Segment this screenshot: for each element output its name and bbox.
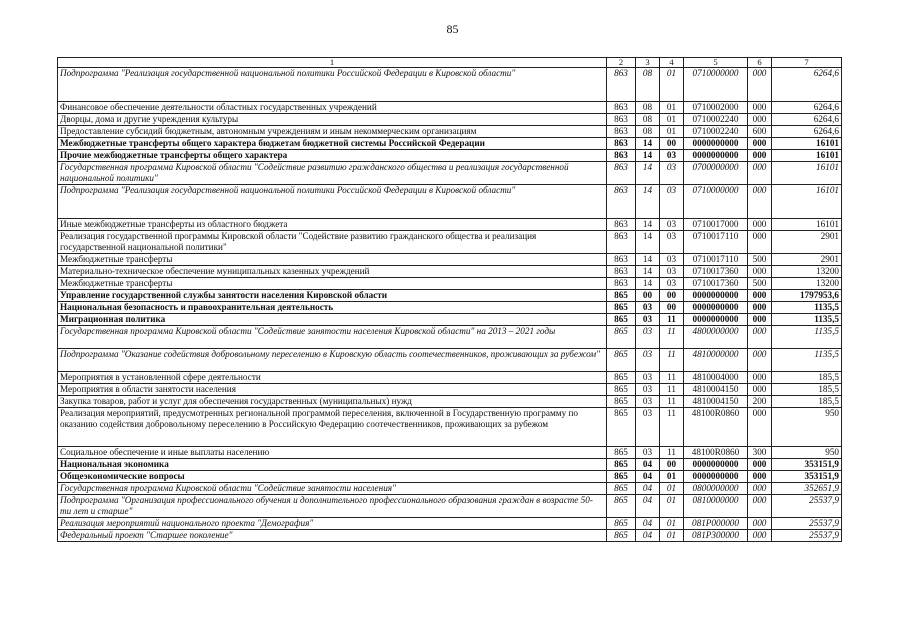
amount-cell: 6264,6 <box>772 68 842 102</box>
admin-code-cell: 865 <box>607 396 636 408</box>
section-code-cell: 03 <box>636 447 660 459</box>
expense-type-cell: 000 <box>748 530 772 542</box>
admin-code-cell: 863 <box>607 278 636 290</box>
amount-cell: 13200 <box>772 266 842 278</box>
column-number-row <box>58 58 842 68</box>
admin-code-cell: 865 <box>607 471 636 483</box>
section-code-cell: 04 <box>636 459 660 471</box>
table-row <box>58 219 842 231</box>
subsection-code-cell: 11 <box>660 314 684 326</box>
expense-type-cell: 000 <box>748 231 772 254</box>
section-code-cell: 00 <box>636 290 660 302</box>
row-name-cell: Прочие межбюджетные трансферты общего характера <box>58 150 607 162</box>
admin-code-cell: 865 <box>607 349 636 372</box>
target-article-cell: 4810004150 <box>684 384 748 396</box>
target-article-cell: 0000000000 <box>684 459 748 471</box>
target-article-cell: 0710000000 <box>684 185 748 219</box>
section-code-cell: 14 <box>636 138 660 150</box>
section-code-cell: 14 <box>636 278 660 290</box>
section-code-cell: 08 <box>636 68 660 102</box>
admin-code-cell: 865 <box>607 326 636 349</box>
admin-code-cell: 865 <box>607 495 636 518</box>
expense-type-cell: 500 <box>748 278 772 290</box>
section-code-cell: 03 <box>636 408 660 447</box>
expense-type-cell: 000 <box>748 162 772 185</box>
amount-cell: 185,5 <box>772 372 842 384</box>
subsection-code-cell: 03 <box>660 266 684 278</box>
column-header: 3 <box>636 58 660 68</box>
amount-cell: 16101 <box>772 162 842 185</box>
target-article-cell: 4810000000 <box>684 349 748 372</box>
admin-code-cell: 865 <box>607 530 636 542</box>
amount-cell: 1797953,6 <box>772 290 842 302</box>
amount-cell: 16101 <box>772 150 842 162</box>
admin-code-cell: 863 <box>607 138 636 150</box>
row-name-cell: Национальная безопасность и правоохранительная деятельность <box>58 302 607 314</box>
amount-cell: 13200 <box>772 278 842 290</box>
target-article-cell: 0000000000 <box>684 302 748 314</box>
row-name-cell: Дворцы, дома и другие учреждения культуры <box>58 114 607 126</box>
target-article-cell: 0710002240 <box>684 126 748 138</box>
section-code-cell: 08 <box>636 114 660 126</box>
target-article-cell: 0710017360 <box>684 278 748 290</box>
table-row <box>58 68 842 102</box>
amount-cell: 1135,5 <box>772 314 842 326</box>
row-name-cell: Государственная программа Кировской области "Содействие занятости населения" <box>58 483 607 495</box>
target-article-cell: 0800000000 <box>684 483 748 495</box>
target-article-cell: 0000000000 <box>684 314 748 326</box>
section-code-cell: 14 <box>636 266 660 278</box>
admin-code-cell: 863 <box>607 126 636 138</box>
amount-cell: 1135,5 <box>772 302 842 314</box>
expense-type-cell: 000 <box>748 483 772 495</box>
subsection-code-cell: 01 <box>660 114 684 126</box>
expense-type-cell: 000 <box>748 290 772 302</box>
amount-cell: 16101 <box>772 219 842 231</box>
section-code-cell: 03 <box>636 372 660 384</box>
amount-cell: 6264,6 <box>772 102 842 114</box>
row-name-cell: Государственная программа Кировской области "Содействие развитию гражданского общества и реализация государственной национальной политики" <box>58 162 607 185</box>
target-article-cell: 0710017000 <box>684 219 748 231</box>
table-row <box>58 162 842 185</box>
table-row <box>58 185 842 219</box>
subsection-code-cell: 01 <box>660 471 684 483</box>
expense-type-cell: 000 <box>748 518 772 530</box>
section-code-cell: 08 <box>636 102 660 114</box>
row-name-cell: Межбюджетные трансферты общего характера бюджетам бюджетной системы Российской Федерации <box>58 138 607 150</box>
table-row <box>58 290 842 302</box>
subsection-code-cell: 03 <box>660 231 684 254</box>
subsection-code-cell: 03 <box>660 162 684 185</box>
table-row <box>58 495 842 518</box>
amount-cell: 185,5 <box>772 384 842 396</box>
row-name-cell: Материально-техническое обеспечение муниципальных казенных учреждений <box>58 266 607 278</box>
table-row <box>58 408 842 447</box>
expense-type-cell: 000 <box>748 138 772 150</box>
row-name-cell: Реализация мероприятий, предусмотренных региональной программой переселения, включенной в Государственную программу по оказанию содействия добровольному переселению в Российскую Федерацию соотечественников, проживающих за рубежом <box>58 408 607 447</box>
target-article-cell: 0000000000 <box>684 138 748 150</box>
row-name-cell: Государственная программа Кировской области "Содействие занятости населения Кировской области" на 2013 – 2021 годы <box>58 326 607 349</box>
amount-cell: 352651,9 <box>772 483 842 495</box>
admin-code-cell: 865 <box>607 408 636 447</box>
subsection-code-cell: 01 <box>660 102 684 114</box>
section-code-cell: 03 <box>636 384 660 396</box>
subsection-code-cell: 01 <box>660 68 684 102</box>
subsection-code-cell: 03 <box>660 254 684 266</box>
admin-code-cell: 863 <box>607 102 636 114</box>
expense-type-cell: 600 <box>748 126 772 138</box>
target-article-cell: 0710002000 <box>684 102 748 114</box>
target-article-cell: 0000000000 <box>684 471 748 483</box>
row-name-cell: Закупка товаров, работ и услуг для обеспечения государственных (муниципальных) нужд <box>58 396 607 408</box>
section-code-cell: 04 <box>636 530 660 542</box>
column-header: 6 <box>748 58 772 68</box>
target-article-cell: 48100R0860 <box>684 447 748 459</box>
section-code-cell: 14 <box>636 254 660 266</box>
target-article-cell: 0710017360 <box>684 266 748 278</box>
section-code-cell: 14 <box>636 150 660 162</box>
expense-type-cell: 500 <box>748 254 772 266</box>
target-article-cell: 0000000000 <box>684 150 748 162</box>
section-code-cell: 03 <box>636 302 660 314</box>
amount-cell: 16101 <box>772 185 842 219</box>
subsection-code-cell: 03 <box>660 150 684 162</box>
subsection-code-cell: 03 <box>660 185 684 219</box>
row-name-cell: Реализация государственной программы Кировской области "Содействие развитию гражданского общества и реализация государственной национальной политики" <box>58 231 607 254</box>
subsection-code-cell: 01 <box>660 495 684 518</box>
expense-type-cell: 000 <box>748 408 772 447</box>
expense-type-cell: 000 <box>748 372 772 384</box>
row-name-cell: Управление государственной службы занятости населения Кировской области <box>58 290 607 302</box>
target-article-cell: 0710000000 <box>684 68 748 102</box>
admin-code-cell: 865 <box>607 302 636 314</box>
row-name-cell: Иные межбюджетные трансферты из областного бюджета <box>58 219 607 231</box>
target-article-cell: 0000000000 <box>684 290 748 302</box>
row-name-cell: Подпрограмма "Реализация государственной национальной политики Российской Федерации в Кировской области" <box>58 68 607 102</box>
amount-cell: 950 <box>772 447 842 459</box>
subsection-code-cell: 01 <box>660 483 684 495</box>
section-code-cell: 14 <box>636 231 660 254</box>
section-code-cell: 03 <box>636 326 660 349</box>
target-article-cell: 48100R0860 <box>684 408 748 447</box>
admin-code-cell: 865 <box>607 518 636 530</box>
admin-code-cell: 865 <box>607 372 636 384</box>
expense-type-cell: 000 <box>748 102 772 114</box>
subsection-code-cell: 11 <box>660 326 684 349</box>
section-code-cell: 14 <box>636 162 660 185</box>
row-name-cell: Подпрограмма "Организация профессионального обучения и дополнительного профессионального образования граждан в возрасте 50-ти лет и старше" <box>58 495 607 518</box>
expense-type-cell: 000 <box>748 349 772 372</box>
subsection-code-cell: 00 <box>660 302 684 314</box>
row-name-cell: Межбюджетные трансферты <box>58 254 607 266</box>
expense-type-cell: 000 <box>748 326 772 349</box>
admin-code-cell: 865 <box>607 447 636 459</box>
expense-type-cell: 000 <box>748 185 772 219</box>
table-row <box>58 126 842 138</box>
expense-type-cell: 000 <box>748 459 772 471</box>
target-article-cell: 4810004000 <box>684 372 748 384</box>
row-name-cell: Подпрограмма "Оказание содействия добровольному переселению в Кировскую область соотечественников, проживающих за рубежом" <box>58 349 607 372</box>
row-name-cell: Социальное обеспечение и иные выплаты населению <box>58 447 607 459</box>
target-article-cell: 4800000000 <box>684 326 748 349</box>
expense-type-cell: 000 <box>748 314 772 326</box>
expense-type-cell: 000 <box>748 384 772 396</box>
subsection-code-cell: 11 <box>660 396 684 408</box>
amount-cell: 1135,5 <box>772 349 842 372</box>
admin-code-cell: 863 <box>607 150 636 162</box>
table-row <box>58 138 842 150</box>
row-name-cell: Федеральный проект "Старшее поколение" <box>58 530 607 542</box>
table-row <box>58 102 842 114</box>
admin-code-cell: 865 <box>607 290 636 302</box>
row-name-cell: Реализация мероприятий национального проекта "Демография" <box>58 518 607 530</box>
amount-cell: 6264,6 <box>772 126 842 138</box>
table-row <box>58 231 842 254</box>
amount-cell: 25537,9 <box>772 518 842 530</box>
row-name-cell: Мероприятия в установленной сфере деятельности <box>58 372 607 384</box>
subsection-code-cell: 03 <box>660 278 684 290</box>
table-row <box>58 447 842 459</box>
expense-type-cell: 000 <box>748 471 772 483</box>
expense-type-cell: 000 <box>748 68 772 102</box>
admin-code-cell: 865 <box>607 459 636 471</box>
subsection-code-cell: 00 <box>660 138 684 150</box>
section-code-cell: 03 <box>636 349 660 372</box>
section-code-cell: 04 <box>636 518 660 530</box>
table-row <box>58 483 842 495</box>
table-row <box>58 326 842 349</box>
target-article-cell: 0710002240 <box>684 114 748 126</box>
amount-cell: 25537,9 <box>772 530 842 542</box>
subsection-code-cell: 01 <box>660 518 684 530</box>
amount-cell: 25537,9 <box>772 495 842 518</box>
admin-code-cell: 863 <box>607 231 636 254</box>
subsection-code-cell: 11 <box>660 408 684 447</box>
admin-code-cell: 863 <box>607 114 636 126</box>
table-row <box>58 372 842 384</box>
table-row <box>58 396 842 408</box>
expense-type-cell: 200 <box>748 396 772 408</box>
target-article-cell: 081P000000 <box>684 518 748 530</box>
column-header: 2 <box>607 58 636 68</box>
table-row <box>58 114 842 126</box>
table-row <box>58 349 842 372</box>
row-name-cell: Мероприятия в области занятости населения <box>58 384 607 396</box>
table-row <box>58 518 842 530</box>
section-code-cell: 04 <box>636 471 660 483</box>
amount-cell: 6264,6 <box>772 114 842 126</box>
admin-code-cell: 863 <box>607 266 636 278</box>
section-code-cell: 04 <box>636 483 660 495</box>
admin-code-cell: 863 <box>607 68 636 102</box>
section-code-cell: 14 <box>636 185 660 219</box>
admin-code-cell: 863 <box>607 219 636 231</box>
amount-cell: 950 <box>772 408 842 447</box>
amount-cell: 185,5 <box>772 396 842 408</box>
table-row <box>58 278 842 290</box>
subsection-code-cell: 11 <box>660 447 684 459</box>
section-code-cell: 14 <box>636 219 660 231</box>
subsection-code-cell: 11 <box>660 384 684 396</box>
admin-code-cell: 863 <box>607 254 636 266</box>
amount-cell: 353151,9 <box>772 459 842 471</box>
target-article-cell: 0810000000 <box>684 495 748 518</box>
admin-code-cell: 865 <box>607 314 636 326</box>
table-row <box>58 254 842 266</box>
page-number: 85 <box>446 22 459 36</box>
table-row <box>58 266 842 278</box>
column-header: 1 <box>58 58 607 68</box>
admin-code-cell: 863 <box>607 185 636 219</box>
subsection-code-cell: 11 <box>660 349 684 372</box>
column-header: 5 <box>684 58 748 68</box>
subsection-code-cell: 11 <box>660 372 684 384</box>
subsection-code-cell: 03 <box>660 219 684 231</box>
target-article-cell: 0710017110 <box>684 231 748 254</box>
row-name-cell: Предоставление субсидий бюджетным, автономным учреждениям и иным некоммерческим организациям <box>58 126 607 138</box>
row-name-cell: Миграционная политика <box>58 314 607 326</box>
subsection-code-cell: 01 <box>660 126 684 138</box>
expense-type-cell: 000 <box>748 495 772 518</box>
expense-type-cell: 000 <box>748 150 772 162</box>
row-name-cell: Национальная экономика <box>58 459 607 471</box>
amount-cell: 16101 <box>772 138 842 150</box>
table-row <box>58 471 842 483</box>
expense-type-cell: 000 <box>748 219 772 231</box>
row-name-cell: Межбюджетные трансферты <box>58 278 607 290</box>
amount-cell: 353151,9 <box>772 471 842 483</box>
budget-table <box>57 57 842 542</box>
admin-code-cell: 863 <box>607 162 636 185</box>
section-code-cell: 04 <box>636 495 660 518</box>
table-row <box>58 459 842 471</box>
table-row <box>58 384 842 396</box>
row-name-cell: Подпрограмма "Реализация государственной национальной политики Российской Федерации в Кировской области" <box>58 185 607 219</box>
target-article-cell: 0700000000 <box>684 162 748 185</box>
amount-cell: 1135,5 <box>772 326 842 349</box>
target-article-cell: 4810004150 <box>684 396 748 408</box>
column-header: 7 <box>772 58 842 68</box>
row-name-cell: Финансовое обеспечение деятельности областных государственных учреждений <box>58 102 607 114</box>
admin-code-cell: 865 <box>607 483 636 495</box>
target-article-cell: 0710017110 <box>684 254 748 266</box>
subsection-code-cell: 01 <box>660 530 684 542</box>
amount-cell: 2901 <box>772 254 842 266</box>
section-code-cell: 03 <box>636 396 660 408</box>
column-header: 4 <box>660 58 684 68</box>
row-name-cell: Общеэкономические вопросы <box>58 471 607 483</box>
subsection-code-cell: 00 <box>660 459 684 471</box>
expense-type-cell: 300 <box>748 447 772 459</box>
expense-type-cell: 000 <box>748 114 772 126</box>
expense-type-cell: 000 <box>748 266 772 278</box>
subsection-code-cell: 00 <box>660 290 684 302</box>
admin-code-cell: 865 <box>607 384 636 396</box>
table-row <box>58 314 842 326</box>
section-code-cell: 03 <box>636 314 660 326</box>
table-row <box>58 150 842 162</box>
table-row <box>58 302 842 314</box>
table-row <box>58 530 842 542</box>
target-article-cell: 081P300000 <box>684 530 748 542</box>
amount-cell: 2901 <box>772 231 842 254</box>
section-code-cell: 08 <box>636 126 660 138</box>
expense-type-cell: 000 <box>748 302 772 314</box>
